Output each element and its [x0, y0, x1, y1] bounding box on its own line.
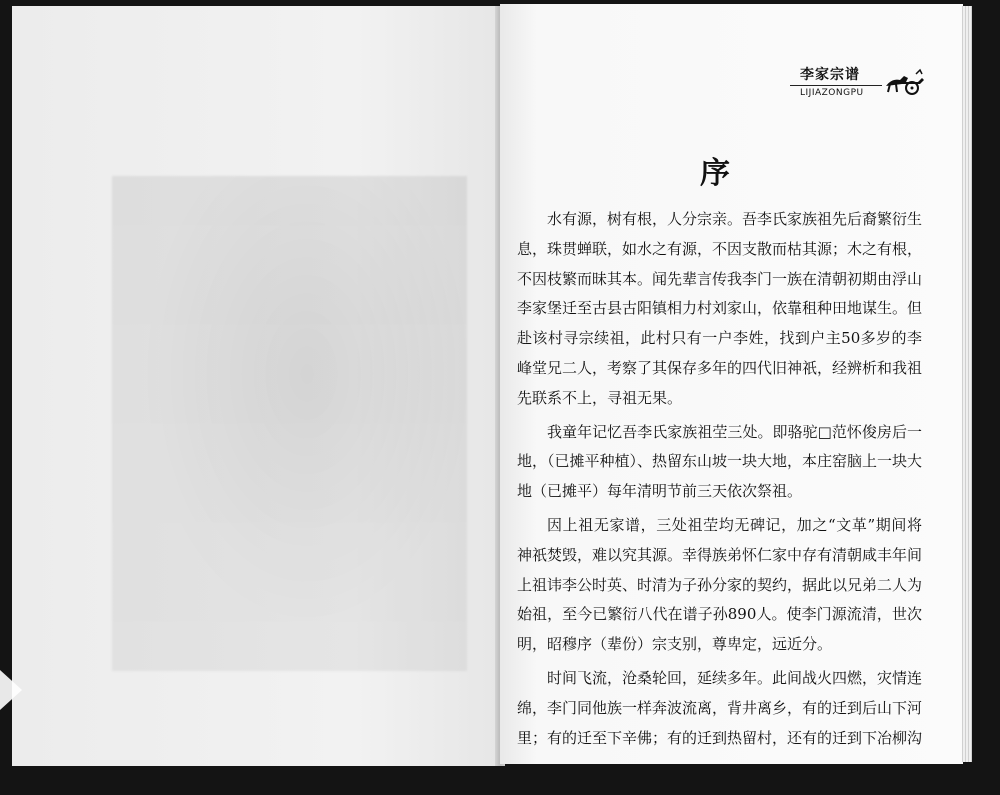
left-page: [12, 6, 500, 766]
paragraph: 水有源，树有根，人分宗亲。吾李氏家族祖先后裔繁衍生息，珠贯蝉联，如水之有源，不因支散而枯其源；木之有根，不因枝繁而昧其本。闻先辈言传我李门一族在清朝初期由浮山李家堡迁至古县古阳镇相力村刘家山，依靠租种田地谋生。但赴该村寻宗续祖，此村只有一户李姓，找到户主50多岁的李峰堂兄二人，考察了其保存多年的四代旧神祇，经辨析和我祖先联系不上，寻祖无果。: [517, 210, 923, 407]
paragraph: 因上祖无家谱，三处祖茔均无碑记，加之“文革”期间将神祇焚毁，难以究其源。幸得族弟怀仁家中存有清朝咸丰年间上祖讳李公时英、时清为子孙分家的契约，据此以兄弟二人为始祖，至今已繁衍八代在谱子孙890人。使李门源流清，世次明，昭穆序（辈份）宗支别，尊卑定，远近分。: [517, 515, 923, 654]
header-subtitle: LIJIAZONGPU: [800, 88, 864, 98]
paragraph: 我童年记忆吾李氏家族祖茔三处。即骆驼□范怀俊房后一地，（已摊平种植）、热留东山坡一块大地，本庄窑脑上一块大地（已摊平）每年清明节前三天依次祭祖。: [517, 422, 923, 501]
chapter-title: 序: [700, 156, 730, 191]
page-edges: [962, 6, 972, 762]
horse-cart-icon: [882, 66, 926, 96]
header-rule: [790, 85, 882, 86]
header-title: 李家宗谱: [800, 67, 860, 83]
running-header: [790, 60, 930, 110]
faded-photo-bleedthrough: [112, 176, 467, 671]
paragraph: 时间飞流，沧桑轮回，延续多年。此间战火四燃，灾情连绵，李门同他族一样奔波流离，背井离乡，有的迁到后山下河里；有的迁至下辛佛；有的迁到热留村，还有的迁到下冶柳沟: [517, 668, 923, 747]
preface-text: [517, 205, 922, 757]
